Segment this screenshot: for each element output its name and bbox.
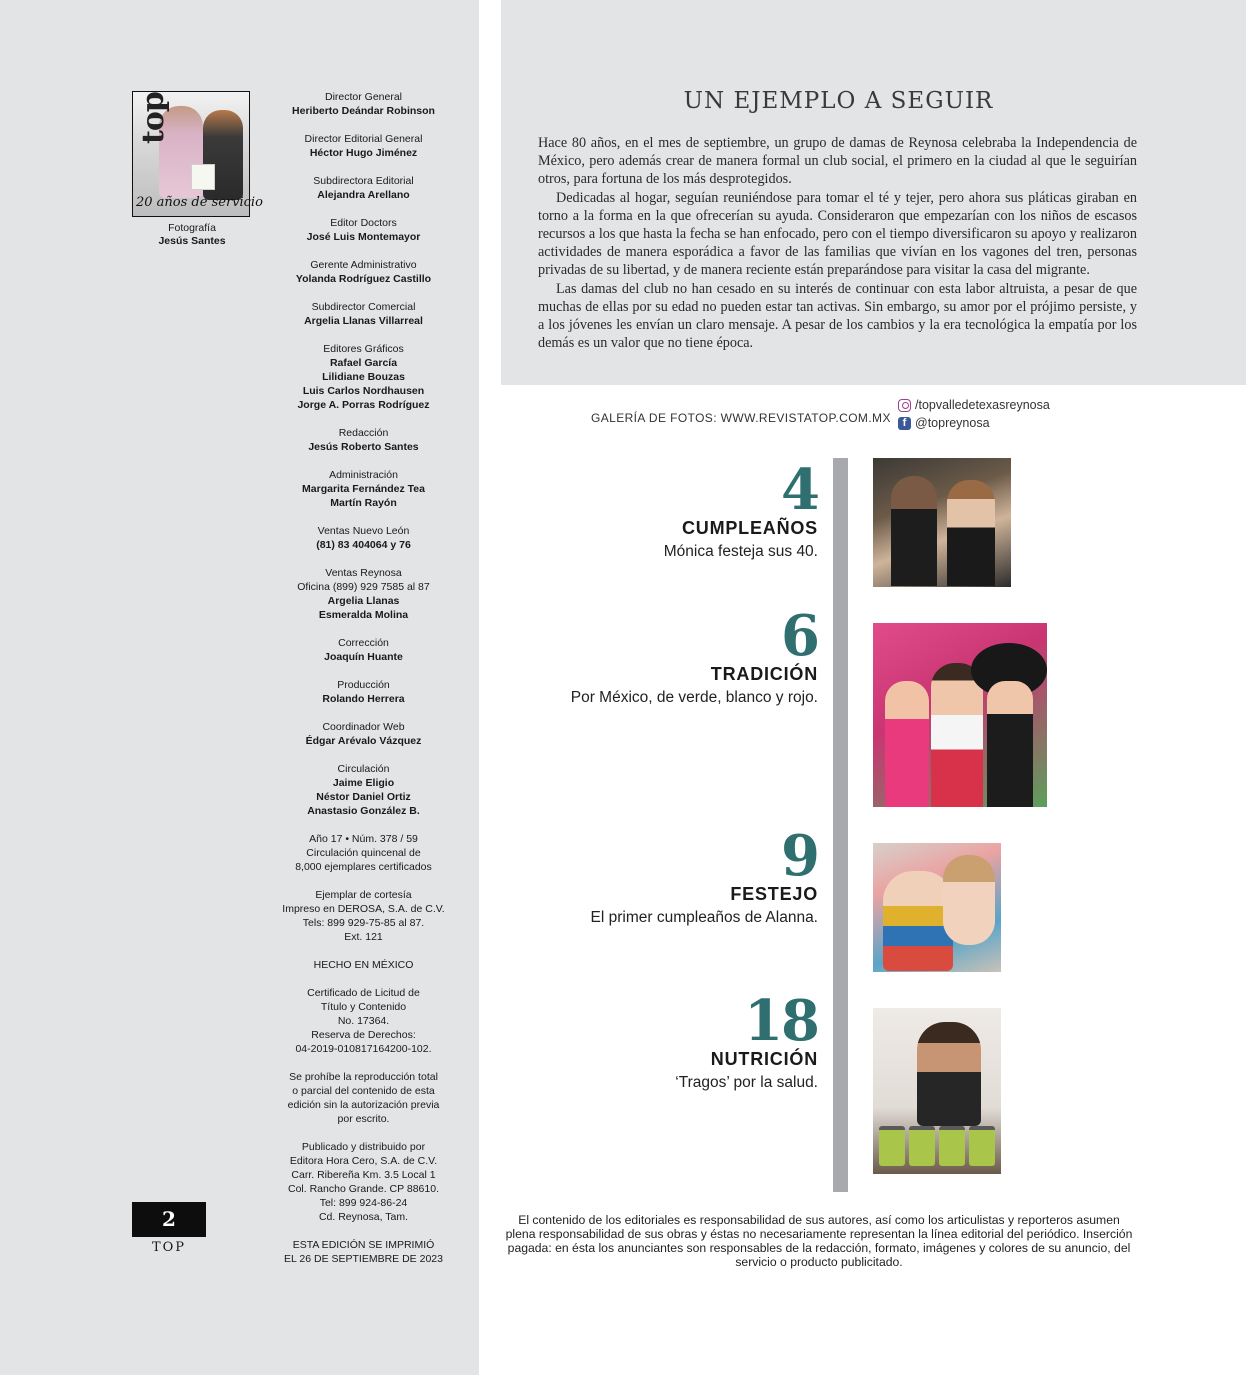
contents-page-number: 4 xyxy=(781,457,818,523)
imprint-line: Reserva de Derechos: xyxy=(311,1029,416,1041)
editorial-title: UN EJEMPLO A SEGUIR xyxy=(683,88,994,114)
imprint-line: Año 17 • Núm. 378 / 59 xyxy=(309,833,418,845)
imprint-line: Ejemplar de cortesía xyxy=(315,889,412,901)
staff-name: Rafael García xyxy=(329,357,398,369)
imprint-line: Se prohíbe la reproducción total xyxy=(289,1071,438,1083)
social-links xyxy=(898,396,1050,432)
staff-block xyxy=(270,762,457,818)
imprint-line: 04-2019-010817164200-102. xyxy=(295,1043,432,1055)
staff-block xyxy=(270,132,457,160)
staff-line: Oficina (899) 929 7585 al 87 xyxy=(297,581,430,593)
imprint-line: Tels: 899 929-75-85 al 87. xyxy=(302,917,425,929)
staff-role: Director General xyxy=(324,91,403,103)
contents-photo-tradicion[interactable] xyxy=(873,623,1047,807)
contents-section: NUTRICIÓN xyxy=(710,1049,818,1069)
imprint-cert xyxy=(270,986,457,1056)
staff-name: Argelia Llanas xyxy=(327,595,400,607)
cover-caption xyxy=(132,222,252,247)
imprint-issue xyxy=(270,832,457,874)
staff-role: Subdirector Comercial xyxy=(311,301,416,313)
staff-block xyxy=(270,342,457,412)
imprint-line: Editora Hora Cero, S.A. de C.V. xyxy=(289,1155,438,1167)
staff-name: Luis Carlos Nordhausen xyxy=(302,385,425,397)
staff-name: Joaquín Huante xyxy=(324,651,403,663)
imprint-line: Publicado y distribuido por xyxy=(301,1141,426,1153)
staff-block xyxy=(270,678,457,706)
contents-section: TRADICIÓN xyxy=(710,664,818,684)
imprint-line: HECHO EN MÉXICO xyxy=(313,959,414,971)
disclaimer: El contenido de los editoriales es responsabilidad de sus autores, así como los articulistas y reporteros asumen plena responsabilidad de sus obras y éstas no necesariamente representan la línea editorial del periódico. Inserción pagada: en ésta los anunciantes son responsables de la redacción, formato, imágenes y colores de su anuncio, del servicio o producto publicitado. xyxy=(505,1213,1133,1269)
staff-name: Jesús Roberto Santes xyxy=(308,441,419,453)
cover-caption-role: Fotografía xyxy=(168,222,216,234)
contents-description: Mónica festeja sus 40. xyxy=(663,543,818,560)
staff-name: Yolanda Rodríguez Castillo xyxy=(295,273,432,285)
contents-entry[interactable] xyxy=(520,988,818,1092)
staff-block xyxy=(270,90,457,118)
facebook-handle: @topreynosa xyxy=(915,416,990,430)
staff-block xyxy=(270,720,457,748)
contents-description: Por México, de verde, blanco y rojo. xyxy=(570,689,818,706)
masthead-column xyxy=(0,0,479,1375)
instagram-link[interactable] xyxy=(898,396,1050,414)
staff-role: Circulación xyxy=(337,763,390,775)
staff-block xyxy=(270,524,457,552)
staff-name: Lilidiane Bouzas xyxy=(322,371,405,383)
imprint-line: Impreso en DEROSA, S.A. de C.V. xyxy=(282,903,445,915)
contents-page-number: 9 xyxy=(781,823,818,889)
imprint-line: edición sin la autorización previa xyxy=(287,1099,440,1111)
imprint-line: ESTA EDICIÓN SE IMPRIMIÓ xyxy=(292,1239,435,1251)
staff-role: Ventas Nuevo León xyxy=(317,525,410,537)
staff-block xyxy=(270,636,457,664)
editorial-paragraph: Las damas del club no han cesado en su interés de continuar con esta labor altruista, a pesar de que muchas de ellas por su edad no pueden estar tan activas. Sin embargo, su amor por el prójimo persiste, y a los jóvenes les envían un claro mensaje. A pesar de los cambios y la era tecnológica la empatía por los demás es un valor que no tiene época. xyxy=(538,280,1137,352)
contents-page-number: 6 xyxy=(781,603,818,669)
cover-cake xyxy=(191,164,215,190)
staff-role: Corrección xyxy=(338,637,389,649)
page-number: 2 xyxy=(132,1202,206,1237)
imprint-made xyxy=(270,958,457,972)
imprint-line: Tel: 899 924-86-24 xyxy=(319,1197,408,1209)
cover-thumbnail[interactable] xyxy=(132,91,263,217)
contents-description: ‘Tragos’ por la salud. xyxy=(675,1074,818,1091)
staff-name: Néstor Daniel Ortiz xyxy=(316,791,411,803)
staff-role: Editor Doctors xyxy=(330,217,397,229)
editorial-paragraph: Dedicadas al hogar, seguían reuniéndose para tomar el té y tejer, pero ahora sus pláticas giraban en torno a la forma en la que ofrecerían su ayuda. Consideraron que empezarían con los niños de escasos recursos a los que hasta la fecha se han enfocado, pero con el tiempo diversificaron su apoyo y realizaron actividades de manera esporádica a favor de las familias que vivían en los vagones del tren, personas privadas de su libertad, y de manera reciente están preparándose para visitar la casa del migrante. xyxy=(538,189,1137,279)
imprint-publisher xyxy=(270,1140,457,1224)
staff-name: (81) 83 404064 y 76 xyxy=(316,539,411,551)
staff-name: Jaime Eligio xyxy=(332,777,395,789)
imprint-line: Ext. 121 xyxy=(344,931,383,943)
imprint-line: Título y Contenido xyxy=(320,1001,407,1013)
contents-entry[interactable] xyxy=(520,823,818,927)
staff-name: Argelia Llanas Villarreal xyxy=(304,315,423,327)
staff-name: Martín Rayón xyxy=(330,497,397,509)
staff-role: Ventas Reynosa xyxy=(325,567,402,579)
staff-name: Esmeralda Molina xyxy=(318,609,409,621)
staff-name: Édgar Arévalo Vázquez xyxy=(305,735,422,747)
staff-role: Editores Gráficos xyxy=(323,343,404,355)
staff-name: Alejandra Arellano xyxy=(317,189,410,201)
staff-name: Anastasio González B. xyxy=(307,805,420,817)
staff-role: Gerente Administrativo xyxy=(310,259,417,271)
editorial-paragraph: Hace 80 años, en el mes de septiembre, un grupo de damas de Reynosa celebraba la Independencia de México, pero además crear de manera formal un club social, el primero en la ciudad al que le seguirían otros, para fortuna de los más desprotegidos. xyxy=(538,135,1137,188)
gallery-link[interactable]: GALERÍA DE FOTOS: WWW.REVISTATOP.COM.MX xyxy=(591,411,891,425)
facebook-link[interactable] xyxy=(898,414,1050,432)
imprint-line: Carr. Ribereña Km. 3.5 Local 1 xyxy=(291,1169,436,1181)
imprint-rights xyxy=(270,1070,457,1126)
staff-name: José Luis Montemayor xyxy=(306,231,421,243)
contents-section: CUMPLEAÑOS xyxy=(681,518,818,538)
staff-name: Héctor Hugo Jiménez xyxy=(309,147,418,159)
staff-block xyxy=(270,216,457,244)
instagram-icon xyxy=(898,399,911,412)
staff-name: Heriberto Deándar Robinson xyxy=(292,105,435,117)
contents-photo-cumpleanos[interactable] xyxy=(873,458,1011,587)
staff-name: Margarita Fernández Tea xyxy=(302,483,425,495)
editorial-panel xyxy=(501,0,1246,385)
staff-block xyxy=(270,426,457,454)
staff-block xyxy=(270,566,457,622)
contents-page-number: 18 xyxy=(744,988,818,1054)
staff-role: Redacción xyxy=(338,427,389,439)
imprint-line: EL 26 DE SEPTIEMBRE DE 2023 xyxy=(284,1253,443,1265)
imprint-line: o parcial del contenido de esta xyxy=(292,1085,435,1097)
staff-directory xyxy=(270,90,457,1280)
staff-name: Jorge A. Porras Rodríguez xyxy=(297,399,430,411)
editorial-body xyxy=(538,134,1137,352)
facebook-icon: f xyxy=(898,417,911,430)
contents-photo-festejo[interactable] xyxy=(873,843,1001,972)
instagram-handle: /topvalledetexasreynosa xyxy=(915,398,1050,412)
imprint-printed xyxy=(270,1238,457,1266)
imprint-line: Certificado de Licitud de xyxy=(307,987,420,999)
imprint-line: 8,000 ejemplares certificados xyxy=(295,861,432,873)
staff-block xyxy=(270,258,457,286)
contents-divider-bar xyxy=(833,458,848,1192)
imprint-line: Circulación quincenal de xyxy=(306,847,421,859)
contents-entry[interactable] xyxy=(520,603,818,707)
staff-role: Coordinador Web xyxy=(322,721,405,733)
page-brand: TOP xyxy=(151,1240,187,1255)
contents-description: El primer cumpleaños de Alanna. xyxy=(590,909,818,926)
contents-entry[interactable] xyxy=(520,457,818,561)
imprint-line: Col. Rancho Grande. CP 88610. xyxy=(288,1183,439,1195)
imprint-line: Cd. Reynosa, Tam. xyxy=(318,1211,409,1223)
contents-photo-nutricion[interactable] xyxy=(873,1008,1001,1174)
cover-script: 20 años de servicio xyxy=(136,195,263,210)
staff-role: Subdirectora Editorial xyxy=(313,175,414,187)
staff-block xyxy=(270,300,457,328)
imprint-line: por escrito. xyxy=(337,1113,390,1125)
staff-role: Administración xyxy=(329,469,398,481)
cover-logo: top xyxy=(136,92,171,144)
imprint-line: No. 17364. xyxy=(337,1015,390,1027)
staff-block xyxy=(270,468,457,510)
imprint-print xyxy=(270,888,457,944)
staff-block xyxy=(270,174,457,202)
cover-caption-name: Jesús Santes xyxy=(158,234,226,247)
contents-section: FESTEJO xyxy=(730,884,818,904)
staff-role: Producción xyxy=(337,679,390,691)
staff-role: Director Editorial General xyxy=(304,133,423,145)
staff-name: Rolando Herrera xyxy=(322,693,405,705)
